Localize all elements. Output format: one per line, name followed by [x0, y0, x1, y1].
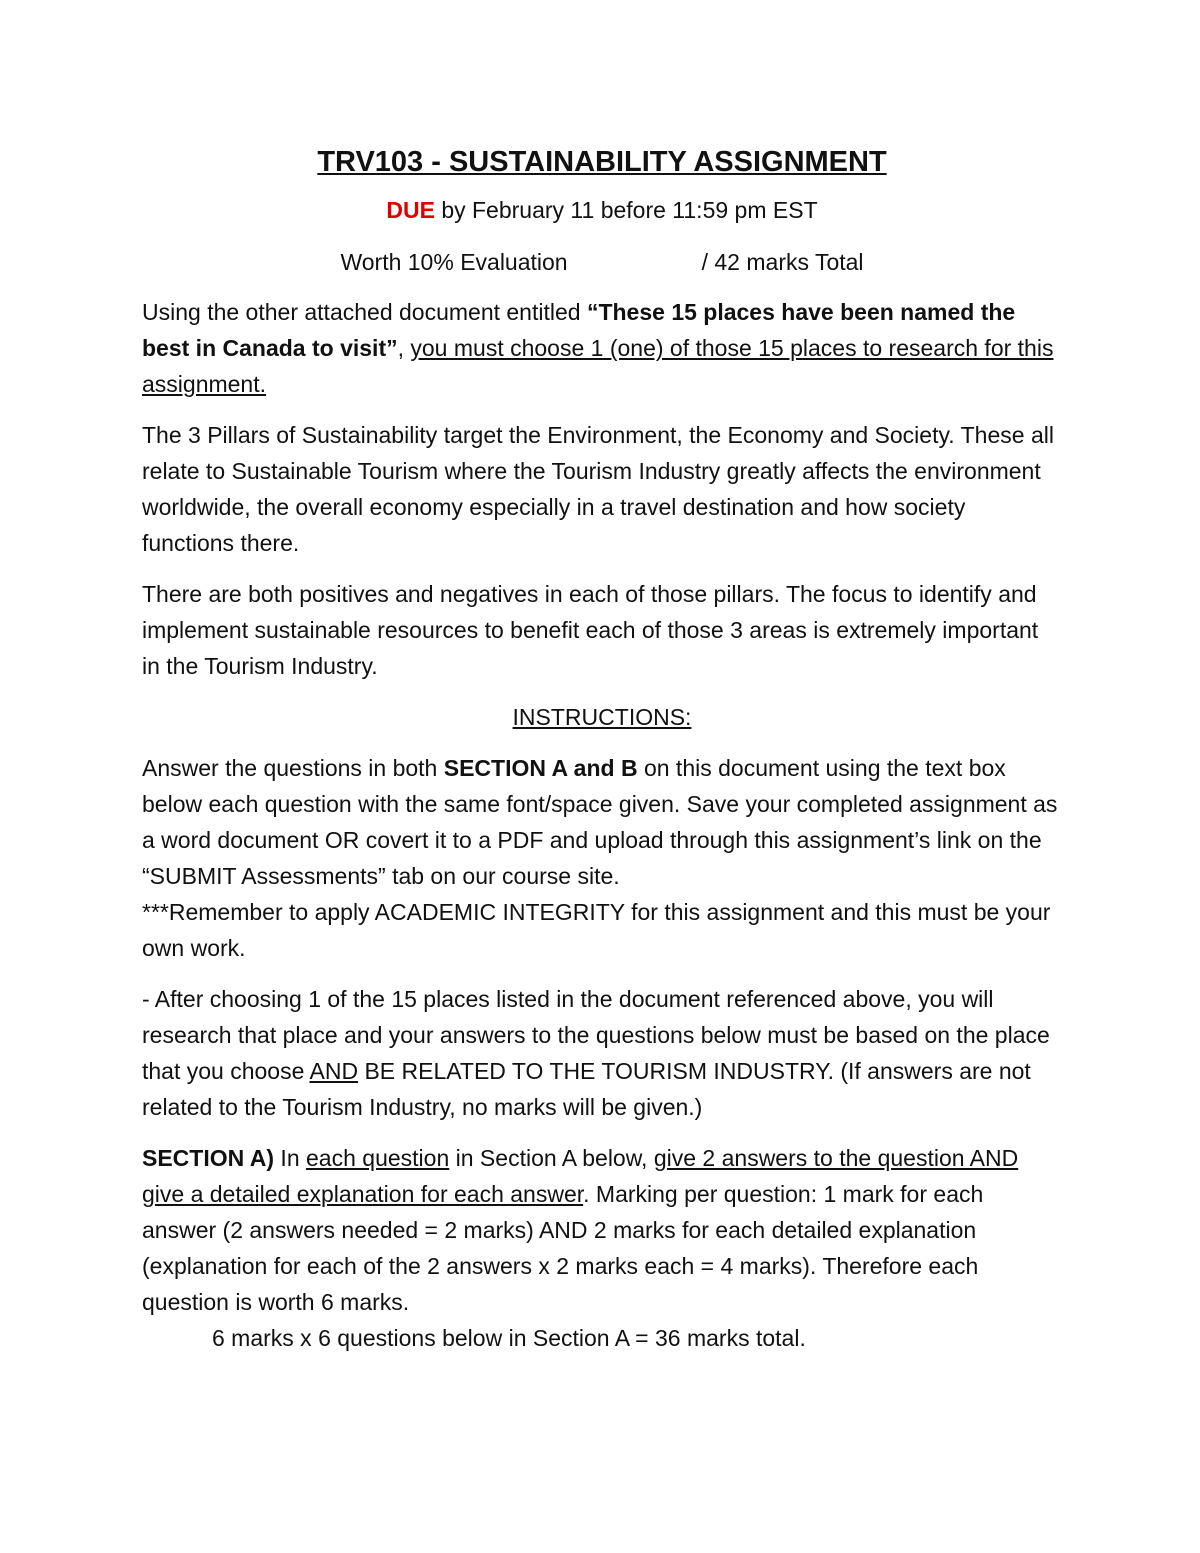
- positives-paragraph: There are both positives and negatives in each of those pillars. The focus to identify and implement sustainable resources to benefit each of those 3 areas is extremely important in the Tourism Industry.: [142, 581, 1039, 679]
- and-emphasis: AND: [309, 1058, 359, 1084]
- worth-marks-total: / 42 marks Total: [701, 249, 864, 275]
- each-question-emphasis: each question: [306, 1145, 450, 1171]
- document-title: TRV103 - SUSTAINABILITY ASSIGNMENT: [317, 146, 887, 178]
- sections-emphasis: SECTION A and B: [443, 755, 638, 781]
- instructions-heading: INSTRUCTIONS:: [512, 704, 692, 730]
- choosing-paragraph: - After choosing 1 of the 15 places listed in the document referenced above, you will research that place and your answers to the questions below must be based on the place that you choose AND BE RELATED TO THE TOURISM INDUSTRY. (If answers are not related to the Tourism Industry, no marks will be given.): [142, 986, 1050, 1120]
- document-page: [142, 140, 1062, 1371]
- choose-one-instruction: you must choose 1 (one) of those 15 places to research for this assignment.: [142, 335, 1054, 397]
- pillars-paragraph: The 3 Pillars of Sustainability target the Environment, the Economy and Society. These all relate to Sustainable Tourism where the Tourism Industry greatly affects the environment worldwide, the overall economy especially in a travel destination and how society functions there.: [142, 422, 1054, 556]
- academic-integrity-note: ***Remember to apply ACADEMIC INTEGRITY for this assignment and this must be your own work.: [142, 899, 1051, 961]
- section-a-total: 6 marks x 6 questions below in Section A = 36 marks total.: [212, 1325, 806, 1351]
- referenced-document-title: “These 15 places have been named the best in Canada to visit”: [142, 299, 1016, 361]
- due-line: [142, 192, 1062, 228]
- instructions-paragraph: Answer the questions in both SECTION A and B on this document using the text box below each question with the same font/space given. Save your completed assignment as a word document OR covert it to a PDF and upload through this assignment’s link on the “SUBMIT Assessments” tab on our course site. ***Remember to apply ACADEMIC INTEGRITY for this assignment and this must be your own work.: [142, 755, 1058, 961]
- section-a-label: SECTION A): [142, 1145, 275, 1171]
- give-two-answers-emphasis: give 2 answers to the question AND give a detailed explanation for each answer: [142, 1145, 1019, 1207]
- due-label: DUE: [386, 197, 435, 223]
- worth-evaluation: Worth 10% Evaluation: [340, 249, 568, 275]
- intro-paragraph: Using the other attached document entitled “These 15 places have been named the best in Canada to visit”, you must choose 1 (one) of those 15 places to research for this assignment.: [142, 299, 1054, 397]
- due-text: by February 11 before 11:59 pm EST: [434, 197, 818, 223]
- worth-line: [142, 244, 1062, 280]
- section-a-paragraph: SECTION A) In each question in Section A below, give 2 answers to the question AND give a detailed explanation for each answer. Marking per question: 1 mark for each answer (2 answers needed = 2 marks) AND 2 marks for each detailed explanation (explanation for each of the 2 answers x 2 marks each = 4 marks). Therefore each question is worth 6 marks. 6 marks x 6 questions below in Section A = 36 marks total.: [142, 1145, 1019, 1351]
